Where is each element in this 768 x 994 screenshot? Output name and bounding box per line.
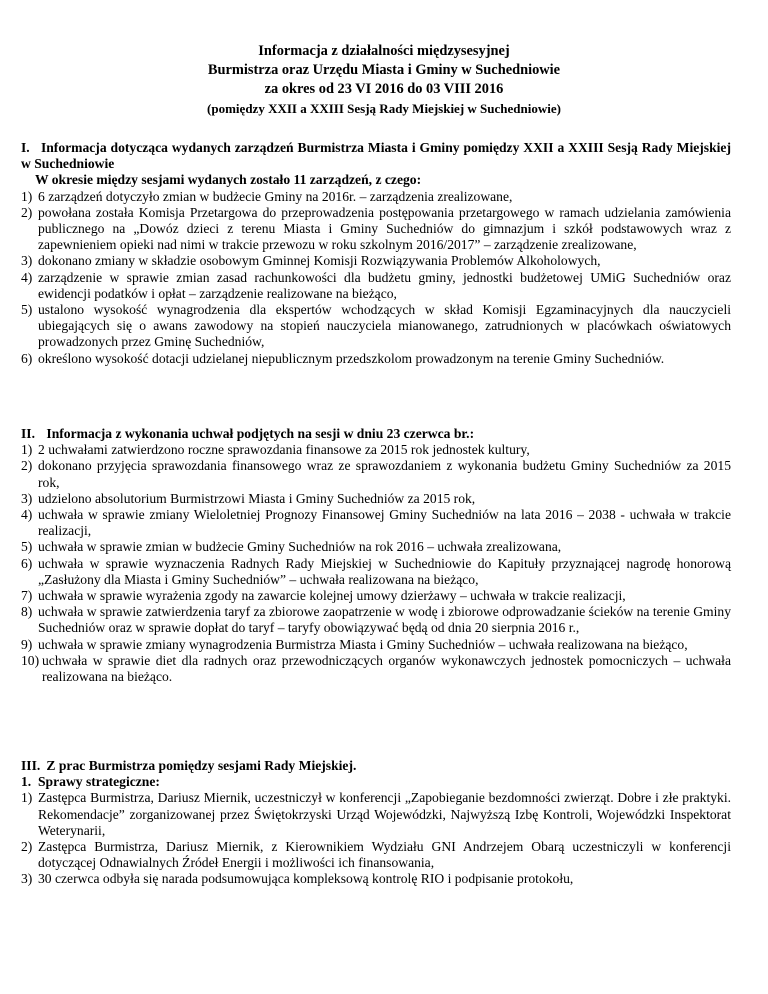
list-item-text: określono wysokość dotacji udzielanej niepublicznym przedszkolom prowadzonym na terenie Gminy Suchedniów. [38,350,665,366]
section-2 [21,426,731,685]
list-item-text: udzielono absolutorium Burmistrzowi Miasta i Gminy Suchedniów za 2015 rok, [38,490,476,506]
list-item-text: powołana została Komisja Przetargowa do przeprowadzenia postępowania przetargowego w ramach udzielania zamówienia publicznego na „Dowóz dzieci z terenu Miasta i Gminy Suchedniów do gimnazjum i szkół podstawowych wraz z zapewnieniem opieki nad nimi w trakcie przewozu w roku szkolnym 2016/2017” – zarządzenie zrealizowane, [38,204,731,253]
list-item [21,604,731,636]
list-item [21,302,731,351]
list-item-text: Zastępca Burmistrza, Dariusz Miernik, z Kierownikiem Wydziału GNI Andrzejem Obarą uczestniczyli w konferencji dotyczącej Odnawialnych Źródeł Energii i możliwości ich finansowania, [38,839,731,871]
section-3-subheading [21,774,731,790]
list-item-number: 10) [21,652,40,668]
list-item-number: 3) [21,490,33,506]
list-item-text: uchwała w sprawie zatwierdzenia taryf za zbiorowe zaopatrzenie w wodę i zbiorowe odprowadzanie ścieków na terenie Gminy Suchedniów oraz w sprawie dopłat do taryf – taryfy obowiązywać będą od dnia 20 sierpnia 2016 r., [38,604,731,636]
section-2-heading-text: Informacja z wykonania uchwał podjętych na sesji w dniu 23 czerwca br.: [46,426,475,441]
list-item-number: 1) [21,188,33,204]
section-3-heading [21,758,731,774]
section-1-heading-text: Informacja dotycząca wydanych zarządzeń Burmistrza Miasta i Gminy pomiędzy XXII a XXIII Sesją Rady Miejskiej w Suchedniowie [21,140,731,172]
list-item-number: 9) [21,636,33,652]
list-item [21,539,731,555]
list-item-text: uchwała w sprawie wyrażenia zgody na zawarcie kolejnej umowy dzierżawy – uchwała w trakcie realizacji, [38,588,626,604]
section-2-number: II. [21,426,35,441]
section-3-number: III. [21,758,41,773]
list-item-text: ustalono wysokość wynagrodzenia dla ekspertów wchodzących w skład Komisji Egzaminacyjnych dla nauczycieli ubiegających się o awans zawodowy na stopień nauczyciela mianowanego, zatrudnionych w placówkach oświatowych prowadzonych przez Gminę Suchedniów, [38,302,731,350]
title-line-3: za okres od 23 VI 2016 do 03 VIII 2016 [264,81,504,97]
section-3-list [21,790,731,887]
list-item-number: 5) [21,539,33,555]
list-item [21,270,731,302]
list-item-number: 4) [21,269,33,285]
list-item [21,871,731,887]
section-2-heading [21,426,731,442]
list-item-text: uchwała w sprawie wyznaczenia Radnych Rady Miejskiej w Suchedniowie do Kapituły przyznającej nagrodę honorową „Zasłużony dla Miasta i Gminy Suchedniów” – uchwała realizowana na bieżąco, [38,555,731,587]
section-3-sub-number: 1. [21,774,32,790]
list-item-number: 8) [21,604,33,620]
list-item [21,588,731,604]
list-item [21,351,731,367]
list-item-number: 5) [21,302,33,318]
list-item [21,458,731,490]
title-line-1: Informacja z działalności międzysesyjnej [258,43,510,59]
list-item-text: zarządzenie w sprawie zmian zasad rachunkowości dla budżetu gminy, jednostki budżetowej UMiG Suchedniów oraz ewidencji podatków i opłat – zarządzenie realizowane na bieżąco, [38,269,731,301]
title-line-4: (pomiędzy XXII a XXIII Sesją Rady Miejskiej w Suchedniowie) [207,101,561,116]
list-item [21,189,731,205]
list-item-number: 2) [21,204,33,220]
list-item-text: uchwała w sprawie zmian w budżecie Gminy Suchedniów na rok 2016 – uchwała zrealizowana, [38,539,562,555]
list-item-number: 6) [21,350,33,366]
list-item-number: 3) [21,871,33,887]
section-1-number: I. [21,140,30,155]
section-1-heading [21,140,731,172]
list-item [21,653,731,685]
list-item-number: 2) [21,839,33,855]
list-item-number: 4) [21,507,33,523]
list-item-text: Zastępca Burmistrza, Dariusz Miernik, uczestniczył w konferencji „Zapobieganie bezdomności zwierząt. Dobre i złe praktyki. Rekomendacje” zorganizowanej przez Świętokrzyski Urząd Wojewódzki, Najwyższą Izbę Kontroli, Wojewódzki Inspektorat Weterynarii, [38,790,731,838]
list-item-number: 1) [21,442,33,458]
list-item-text: 6 zarządzeń dotyczyło zmian w budżecie Gminy na 2016r. – zarządzenia zrealizowane, [38,188,513,204]
list-item [21,507,731,539]
list-item-text: 2 uchwałami zatwierdzono roczne sprawozdania finansowe za 2015 rok jednostek kultury, [38,442,530,458]
list-item-text: uchwała w sprawie diet dla radnych oraz przewodniczących organów wykonawczych jednostek pomocniczych – uchwała realizowana na bieżąco. [42,652,731,685]
section-1-intro: W okresie między sesjami wydanych zostało 11 zarządzeń, z czego: [35,172,422,188]
list-item [21,442,731,458]
list-item-number: 6) [21,555,33,571]
list-item-number: 7) [21,588,33,604]
section-3-sub-heading-text: Sprawy strategiczne: [38,774,160,790]
section-3 [21,758,731,888]
list-item-number: 3) [21,253,33,269]
list-item [21,637,731,653]
list-item-text: uchwała w sprawie zmiany wynagrodzenia Burmistrza Miasta i Gminy Suchedniów – uchwała realizowana na bieżąco, [38,636,688,652]
list-item [21,790,731,839]
list-item-text: 30 czerwca odbyła się narada podsumowująca kompleksową kontrolę RIO i podpisanie protokołu, [38,871,574,887]
list-item-number: 1) [21,790,33,806]
title-line-2: Burmistrza oraz Urzędu Miasta i Gminy w Suchedniowie [207,62,561,78]
list-item-number: 2) [21,458,33,474]
list-item-text: uchwała w sprawie zmiany Wieloletniej Prognozy Finansowej Gminy Suchedniów na lata 2016 – 2038 - uchwała w trakcie realizacji, [38,507,731,539]
list-item-text: dokonano zmiany w składzie osobowym Gminnej Komisji Rozwiązywania Problemów Alkoholowych, [38,253,601,269]
list-item [21,253,731,269]
section-1-list [21,189,731,367]
list-item [21,205,731,254]
list-item [21,839,731,871]
list-item-text: dokonano przyjęcia sprawozdania finansowego wraz ze sprawozdaniem z wykonania budżetu Gminy Suchedniów za 2015 rok, [38,458,731,490]
document-title [0,42,768,118]
list-item [21,491,731,507]
section-3-heading-text: Z prac Burmistrza pomiędzy sesjami Rady Miejskiej. [46,758,357,773]
list-item [21,556,731,588]
section-1 [21,140,731,367]
section-2-list [21,442,731,685]
